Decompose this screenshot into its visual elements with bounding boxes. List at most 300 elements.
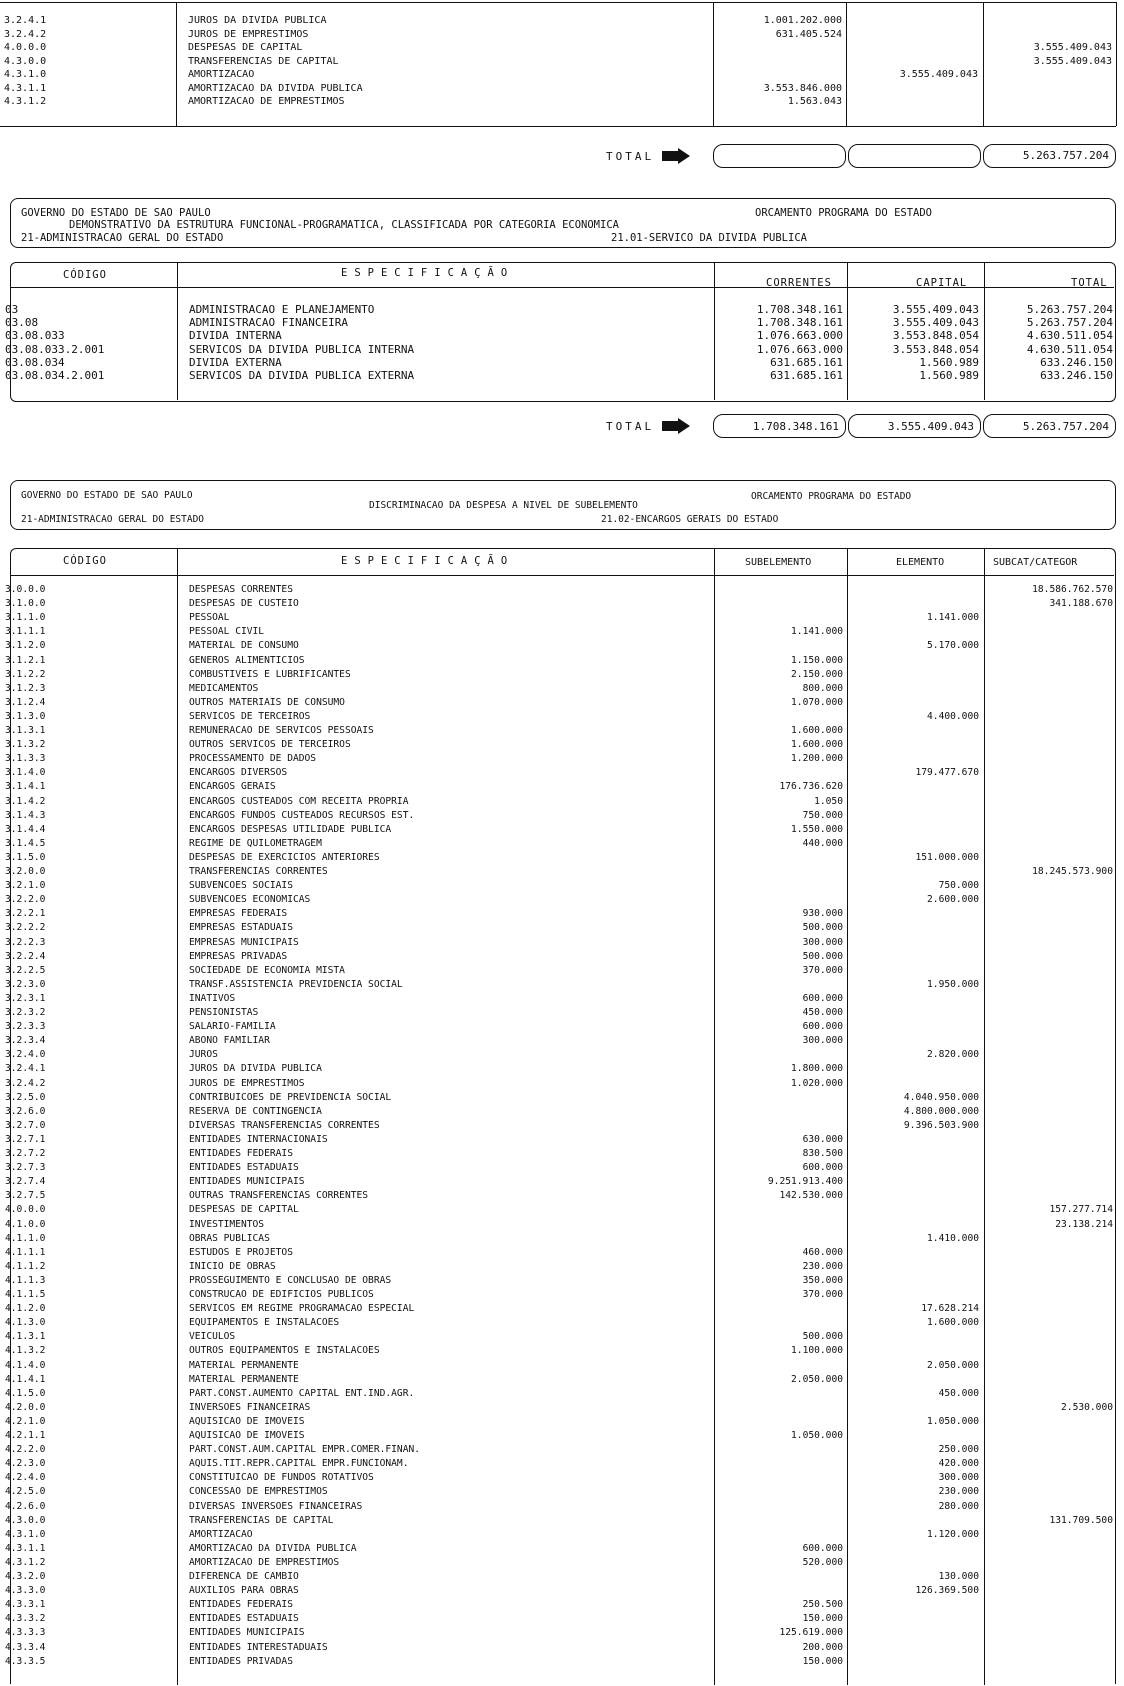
table-row (1, 1232, 1117, 1246)
code-cell: 4.1.1.2 (5, 1260, 46, 1272)
spec-cell: DIVIDA EXTERNA (189, 355, 282, 369)
col-header-capital: CAPITAL (916, 277, 968, 289)
table-row (1, 1048, 1117, 1062)
code-cell: 4.3.3.4 (5, 1641, 46, 1653)
table-row (1, 316, 1117, 330)
spec-cell: PROSSEGUIMENTO E CONCLUSAO DE OBRAS (189, 1274, 392, 1286)
table-a-rows (1, 303, 1117, 393)
table-row (1, 1556, 1117, 1570)
value-cell-2: 300.000 (938, 1472, 979, 1484)
value-cell-2: 5.170.000 (927, 640, 979, 652)
section-b-header-center: DISCRIMINACAO DA DESPESA A NIVEL DE SUBELEMENTO (369, 500, 638, 511)
spec-cell: AQUIS.TIT.REPR.CAPITAL EMPR.FUNCIONAM. (189, 1458, 409, 1470)
code-cell: 4.3.1.0 (5, 1528, 46, 1540)
table-row (1, 343, 1117, 357)
code-cell: 3.2.7.3 (5, 1162, 46, 1174)
code-cell: 3.1.4.2 (5, 795, 46, 807)
code-cell: 3.1.2.4 (5, 696, 46, 708)
top-total-box-1 (713, 144, 846, 168)
code-cell: 3.2.4.2 (4, 28, 47, 40)
value-cell-2: 1.410.000 (927, 1232, 979, 1244)
value-cell-1: 1.708.348.161 (756, 316, 843, 330)
value-cell-2: 9.396.503.900 (903, 1119, 979, 1131)
code-cell: 03 (5, 303, 19, 316)
code-cell: 3.2.7.0 (5, 1119, 46, 1131)
table-row (1, 1302, 1117, 1316)
spec-cell: RESERVA DE CONTINGENCIA (189, 1105, 322, 1117)
table-row (1, 766, 1117, 780)
code-cell: 4.1.1.0 (5, 1232, 46, 1244)
top-total-box-2 (848, 144, 981, 168)
table-row (0, 28, 1116, 42)
value-cell-1: 300.000 (802, 936, 843, 948)
value-cell-2: 3.553.848.054 (892, 329, 979, 343)
table-row (0, 14, 1116, 28)
code-cell: 4.1.3.1 (5, 1331, 46, 1343)
table-row (1, 907, 1117, 921)
spec-cell: ENTIDADES MUNICIPAIS (189, 1176, 305, 1188)
code-cell: 4.2.5.0 (5, 1486, 46, 1498)
code-cell: 4.2.0.0 (5, 1401, 46, 1413)
value-cell-2: 179.477.670 (915, 767, 979, 779)
table-row (1, 1457, 1117, 1471)
table-row (1, 1260, 1117, 1274)
spec-cell: PART.CONST.AUMENTO CAPITAL ENT.IND.AGR. (189, 1387, 415, 1399)
table-row (1, 1401, 1117, 1415)
code-cell: 4.3.3.1 (5, 1599, 46, 1611)
spec-cell: AMORTIZACAO DE EMPRESTIMOS (189, 1556, 340, 1568)
spec-cell: ENTIDADES ESTADUAIS (189, 1162, 299, 1174)
value-cell-2: 230.000 (938, 1486, 979, 1498)
code-cell: 3.2.3.2 (5, 1007, 46, 1018)
code-cell: 4.3.1.1 (4, 82, 47, 94)
spec-cell: JUROS DE EMPRESTIMOS (188, 28, 309, 40)
spec-cell: ABONO FAMILIAR (189, 1035, 270, 1047)
value-cell-3: 18.245.573.900 (1032, 866, 1113, 877)
value-cell-1: 1.563.043 (787, 96, 842, 107)
spec-cell: DESPESAS DE CAPITAL (189, 1204, 299, 1216)
table-row (1, 654, 1117, 668)
table-row (1, 625, 1117, 639)
table-row (1, 1288, 1117, 1302)
spec-cell: DIVERSAS TRANSFERENCIAS CORRENTES (189, 1119, 380, 1131)
value-cell-1: 370.000 (802, 964, 843, 976)
value-cell-1: 500.000 (802, 950, 843, 962)
code-cell: 3.2.3.0 (5, 978, 46, 990)
table-row (1, 1147, 1117, 1161)
value-cell-2: 151.000.000 (915, 851, 979, 863)
table-a-total-box-2 (848, 414, 981, 438)
value-cell-1: 500.000 (802, 922, 843, 934)
spec-cell: GENEROS ALIMENTICIOS (189, 654, 305, 666)
table-row (1, 1246, 1117, 1260)
table-row (1, 752, 1117, 766)
spec-cell: ADMINISTRACAO FINANCEIRA (189, 316, 348, 330)
spec-cell: AQUISICAO DE IMOVEIS (189, 1415, 305, 1427)
value-cell-1: 630.000 (802, 1133, 843, 1145)
code-cell: 4.3.3.3 (5, 1627, 46, 1639)
spec-cell: ENTIDADES FEDERAIS (189, 1599, 293, 1611)
total-arrow-icon (662, 418, 690, 434)
section-a-unit-left: 21-ADMINISTRACAO GERAL DO ESTADO (21, 232, 224, 244)
value-cell-1: 150.000 (802, 1613, 843, 1625)
value-cell-1: 600.000 (802, 1162, 843, 1174)
code-cell: 4.1.1.5 (5, 1289, 46, 1300)
code-cell: 3.2.3.4 (5, 1035, 46, 1047)
top-total-value-3: 5.263.757.204 (1022, 149, 1109, 162)
table-row (1, 1373, 1117, 1387)
table-row (1, 1415, 1117, 1429)
col-header-total: TOTAL (1071, 277, 1108, 289)
table-row (1, 1175, 1117, 1189)
spec-cell: OBRAS PUBLICAS (189, 1232, 270, 1244)
code-cell: 3.1.1.1 (5, 626, 46, 638)
table-row (1, 1344, 1117, 1358)
table-row (1, 611, 1117, 625)
value-cell-3: 131.709.500 (1049, 1514, 1113, 1526)
spec-cell: PART.CONST.AUM.CAPITAL EMPR.COMER.FINAN. (189, 1444, 421, 1456)
code-cell: 4.2.3.0 (5, 1458, 46, 1470)
spec-cell: DESPESAS DE CUSTEIO (189, 598, 299, 610)
table-row (1, 369, 1117, 383)
table-row (1, 1105, 1117, 1119)
value-cell-1: 176.736.620 (779, 781, 843, 793)
spec-cell: EQUIPAMENTOS E INSTALACOES (189, 1317, 340, 1329)
value-cell-2: 1.950.000 (927, 978, 979, 990)
table-row (1, 1387, 1117, 1401)
spec-cell: ENTIDADES INTERESTADUAIS (189, 1641, 328, 1653)
value-cell-2: 1.120.000 (927, 1528, 979, 1540)
spec-cell: JUROS (189, 1049, 218, 1061)
table-row (1, 1330, 1117, 1344)
code-cell: 4.0.0.0 (5, 1204, 46, 1216)
value-cell-1: 370.000 (802, 1289, 843, 1300)
value-cell-2: 3.553.848.054 (892, 342, 979, 356)
spec-cell: EMPRESAS PRIVADAS (189, 950, 288, 962)
value-cell-3: 2.530.000 (1061, 1401, 1113, 1413)
spec-cell: AMORTIZACAO DA DIVIDA PUBLICA (189, 1542, 357, 1554)
value-cell-1: 800.000 (802, 682, 843, 694)
code-cell: 3.0.0.0 (5, 584, 46, 595)
value-cell-2: 1.560.989 (919, 355, 979, 369)
table-row (1, 710, 1117, 724)
spec-cell: PESSOAL CIVIL (189, 626, 265, 638)
value-cell-2: 3.555.409.043 (892, 316, 979, 330)
table-row (1, 696, 1117, 710)
code-cell: 4.0.0.0 (4, 42, 47, 53)
value-cell-1: 142.530.000 (779, 1190, 843, 1202)
code-cell: 4.2.4.0 (5, 1472, 46, 1484)
value-cell-1: 1.020.000 (791, 1077, 843, 1089)
value-cell-1: 600.000 (802, 992, 843, 1004)
table-row (1, 1542, 1117, 1556)
table-row (1, 1612, 1117, 1626)
value-cell-1: 1.600.000 (791, 725, 843, 736)
code-cell: 3.1.4.0 (5, 767, 46, 779)
value-cell-1: 1.141.000 (791, 626, 843, 638)
total-arrow-icon (662, 148, 690, 164)
spec-cell: PESSOAL (189, 612, 230, 624)
table-row (1, 1429, 1117, 1443)
code-cell: 3.2.2.2 (5, 922, 46, 934)
table-a-total-box-3 (983, 414, 1116, 438)
table-row (1, 682, 1117, 696)
spec-cell: ENCARGOS DESPESAS UTILIDADE PUBLICA (189, 823, 392, 835)
table-row (1, 668, 1117, 682)
table-row (1, 356, 1117, 370)
code-cell: 3.2.2.0 (5, 894, 46, 906)
table-row (1, 1034, 1117, 1048)
code-cell: 3.2.5.0 (5, 1091, 46, 1103)
spec-cell: OUTRAS TRANSFERENCIAS CORRENTES (189, 1190, 369, 1202)
table-row (1, 1119, 1117, 1133)
value-cell-1: 300.000 (802, 1035, 843, 1047)
code-cell: 3.2.4.1 (4, 15, 47, 26)
spec-cell: AMORTIZACAO (189, 1528, 253, 1540)
code-cell: 4.1.3.2 (5, 1345, 46, 1357)
table-row (0, 95, 1116, 109)
spec-cell: DESPESAS DE EXERCICIOS ANTERIORES (189, 851, 380, 863)
table-row (0, 82, 1116, 96)
code-cell: 3.2.7.5 (5, 1190, 46, 1202)
value-cell-2: 126.369.500 (915, 1585, 979, 1597)
code-cell: 4.2.2.0 (5, 1444, 46, 1456)
value-cell-3: 23.138.214 (1055, 1218, 1113, 1230)
spec-cell: SERVICOS DA DIVIDA PUBLICA EXTERNA (189, 369, 415, 382)
value-cell-3: 18.586.762.570 (1032, 584, 1113, 595)
value-cell-1: 450.000 (802, 1007, 843, 1018)
table-row (1, 1189, 1117, 1203)
value-cell-1: 500.000 (802, 1331, 843, 1343)
spec-cell: DESPESAS DE CAPITAL (188, 42, 303, 53)
value-cell-3: 3.555.409.043 (1033, 55, 1112, 67)
value-cell-1: 631.685.161 (770, 369, 843, 382)
value-cell-1: 1.100.000 (791, 1345, 843, 1357)
spec-cell: CONSTRUCAO DE EDIFICIOS PUBLICOS (189, 1289, 374, 1300)
table-row (1, 809, 1117, 823)
value-cell-1: 1.708.348.161 (756, 303, 843, 316)
table-row (1, 1077, 1117, 1091)
value-cell-2: 250.000 (938, 1444, 979, 1456)
code-cell: 4.1.2.0 (5, 1303, 46, 1315)
value-cell-1: 250.500 (802, 1599, 843, 1611)
value-cell-1: 1.050 (814, 795, 843, 807)
spec-cell: TRANSF.ASSISTENCIA PREVIDENCIA SOCIAL (189, 978, 403, 990)
section-a-unit-right: 21.01-SERVICO DA DIVIDA PUBLICA (611, 232, 807, 244)
table-row (1, 1006, 1117, 1020)
spec-cell: MATERIAL PERMANENTE (189, 1359, 299, 1371)
col-header-code: CÓDIGO (63, 269, 107, 281)
value-cell-3: 633.246.150 (1040, 369, 1113, 382)
code-cell: 3.2.0.0 (5, 866, 46, 877)
value-cell-2: 1.560.989 (919, 369, 979, 382)
spec-cell: VEICULOS (189, 1331, 236, 1343)
table-row (1, 1359, 1117, 1373)
code-cell: 3.1.4.3 (5, 809, 46, 821)
code-cell: 3.2.2.3 (5, 936, 46, 948)
code-cell: 4.2.1.1 (5, 1430, 46, 1441)
col-header-subcat: SUBCAT/CATEGOR (993, 557, 1078, 568)
value-cell-2: 130.000 (938, 1571, 979, 1582)
value-cell-3: 5.263.757.204 (1026, 316, 1113, 330)
spec-cell: SERVICOS DE TERCEIROS (189, 710, 311, 722)
code-cell: 3.2.7.4 (5, 1176, 46, 1188)
value-cell-1: 2.150.000 (791, 668, 843, 680)
table-a-total-value-1: 1.708.348.161 (752, 420, 839, 433)
section-b-header-left: GOVERNO DO ESTADO DE SAO PAULO (21, 490, 193, 501)
value-cell-1: 600.000 (802, 1542, 843, 1554)
value-cell-1: 1.600.000 (791, 739, 843, 751)
table-row (1, 992, 1117, 1006)
spec-cell: MATERIAL PERMANENTE (189, 1373, 299, 1385)
spec-cell: REGIME DE QUILOMETRAGEM (189, 837, 322, 849)
section-a-header (10, 198, 1116, 248)
value-cell-1: 1.001.202.000 (763, 15, 842, 26)
value-cell-1: 1.800.000 (791, 1063, 843, 1075)
value-cell-1: 3.553.846.000 (763, 82, 842, 94)
table-row (1, 1500, 1117, 1514)
code-cell: 3.1.4.4 (5, 823, 46, 835)
table-row (0, 68, 1116, 82)
spec-cell: ESTUDOS E PROJETOS (189, 1246, 293, 1258)
value-cell-2: 2.600.000 (927, 894, 979, 906)
spec-cell: DIVERSAS INVERSOES FINANCEIRAS (189, 1500, 363, 1512)
code-cell: 4.2.1.0 (5, 1415, 46, 1427)
section-b-unit-right: 21.02-ENCARGOS GERAIS DO ESTADO (601, 514, 779, 525)
table-row (1, 1443, 1117, 1457)
table-row (1, 724, 1117, 738)
table-row (1, 1203, 1117, 1217)
table-row (1, 583, 1117, 597)
code-cell: 4.3.1.0 (4, 69, 47, 80)
code-cell: 3.2.7.1 (5, 1133, 46, 1145)
value-cell-1: 631.685.161 (770, 355, 843, 369)
code-cell: 4.1.3.0 (5, 1317, 46, 1329)
table-a-total-value-2: 3.555.409.043 (887, 420, 974, 433)
value-cell-1: 1.550.000 (791, 823, 843, 835)
col-header-elemento: ELEMENTO (896, 557, 945, 568)
spec-cell: DIVIDA INTERNA (189, 329, 282, 343)
table-row (1, 1485, 1117, 1499)
value-cell-2: 17.628.214 (921, 1303, 979, 1315)
spec-cell: JUROS DA DIVIDA PUBLICA (189, 1063, 322, 1075)
col-header-code: CÓDIGO (63, 555, 107, 567)
table-row (1, 950, 1117, 964)
code-cell: 03.08.033 (5, 329, 65, 343)
value-cell-3: 4.630.511.054 (1026, 342, 1113, 356)
table-row (1, 1514, 1117, 1528)
code-cell: 3.1.3.3 (5, 753, 46, 765)
code-cell: 3.1.2.1 (5, 654, 46, 666)
code-cell: 4.3.0.0 (5, 1514, 46, 1526)
table-row (1, 1598, 1117, 1612)
value-cell-1: 9.251.913.400 (767, 1176, 843, 1188)
value-cell-1: 460.000 (802, 1246, 843, 1258)
code-cell: 4.1.1.1 (5, 1246, 46, 1258)
col-header-spec: ESPECIFICAÇÃO (341, 555, 515, 567)
table-row (1, 865, 1117, 879)
spec-cell: DIFERENCA DE CAMBIO (189, 1571, 299, 1582)
code-cell: 3.2.4.0 (5, 1049, 46, 1061)
table-row (1, 1218, 1117, 1232)
value-cell-1: 230.000 (802, 1260, 843, 1272)
table-row (1, 1020, 1117, 1034)
value-cell-1: 520.000 (802, 1556, 843, 1568)
code-cell: 03.08.034.2.001 (5, 369, 105, 382)
table-a (5, 262, 1116, 402)
spec-cell: INATIVOS (189, 992, 236, 1004)
spec-cell: INVESTIMENTOS (189, 1218, 265, 1230)
table-row (1, 303, 1117, 317)
code-cell: 3.1.5.0 (5, 851, 46, 863)
value-cell-1: 200.000 (802, 1641, 843, 1653)
table-row (0, 55, 1116, 69)
value-cell-1: 150.000 (802, 1655, 843, 1667)
spec-cell: JUROS DE EMPRESTIMOS (189, 1077, 305, 1089)
code-cell: 3.1.3.0 (5, 710, 46, 722)
spec-cell: OUTROS EQUIPAMENTOS E INSTALACOES (189, 1345, 380, 1357)
value-cell-3: 157.277.714 (1049, 1204, 1113, 1216)
code-cell: 3.1.2.2 (5, 668, 46, 680)
spec-cell: ENTIDADES ESTADUAIS (189, 1613, 299, 1625)
code-cell: 4.3.1.1 (5, 1542, 46, 1554)
table-row (1, 780, 1117, 794)
value-cell-2: 4.400.000 (927, 710, 979, 722)
spec-cell: SALARIO-FAMILIA (189, 1021, 276, 1033)
spec-cell: AMORTIZACAO DA DIVIDA PUBLICA (188, 82, 363, 94)
spec-cell: ENCARGOS DIVERSOS (189, 767, 288, 779)
table-row (1, 795, 1117, 809)
section-b-header (10, 480, 1116, 530)
value-cell-2: 3.555.409.043 (892, 303, 979, 316)
table-row (1, 1471, 1117, 1485)
table-b-rows (1, 583, 1117, 1683)
section-a-header-left: GOVERNO DO ESTADO DE SAO PAULO (21, 207, 211, 219)
spec-cell: ENCARGOS GERAIS (189, 781, 276, 793)
spec-cell: PENSIONISTAS (189, 1007, 259, 1018)
section-b-header-right: ORCAMENTO PROGRAMA DO ESTADO (751, 491, 912, 502)
spec-cell: SERVICOS EM REGIME PROGRAMACAO ESPECIAL (189, 1303, 415, 1315)
table-row (1, 1570, 1117, 1584)
code-cell: 4.2.6.0 (5, 1500, 46, 1512)
value-cell-2: 750.000 (938, 880, 979, 892)
table-a-total-box-1 (713, 414, 846, 438)
table-row (1, 1161, 1117, 1175)
value-cell-2: 4.040.950.000 (903, 1091, 979, 1103)
spec-cell: SOCIEDADE DE ECONOMIA MISTA (189, 964, 345, 976)
value-cell-1: 930.000 (802, 908, 843, 920)
code-cell: 4.3.2.0 (5, 1571, 46, 1582)
code-cell: 4.3.3.5 (5, 1655, 46, 1667)
section-b-unit-left: 21-ADMINISTRACAO GERAL DO ESTADO (21, 514, 205, 525)
code-cell: 4.1.5.0 (5, 1387, 46, 1399)
section-a-header-right: ORCAMENTO PROGRAMA DO ESTADO (755, 207, 933, 219)
code-cell: 3.2.1.0 (5, 880, 46, 892)
value-cell-2: 1.050.000 (927, 1415, 979, 1427)
code-cell: 03.08.033.2.001 (5, 342, 105, 356)
code-cell: 4.3.1.2 (4, 96, 47, 107)
total-label: TOTAL (606, 420, 655, 433)
spec-cell: JUROS DA DIVIDA PUBLICA (188, 15, 327, 26)
spec-cell: AMORTIZACAO DE EMPRESTIMOS (188, 96, 345, 107)
spec-cell: ENCARGOS CUSTEADOS COM RECEITA PROPRIA (189, 795, 409, 807)
code-cell: 4.3.3.0 (5, 1585, 46, 1597)
table-row (1, 329, 1117, 343)
code-cell: 4.1.0.0 (5, 1218, 46, 1230)
value-cell-1: 750.000 (802, 809, 843, 821)
value-cell-1: 1.050.000 (791, 1430, 843, 1441)
section-a-header-center: DEMONSTRATIVO DA ESTRUTURA FUNCIONAL-PROGRAMATICA, CLASSIFICADA POR CATEGORIA ECONOMICA (69, 219, 619, 231)
